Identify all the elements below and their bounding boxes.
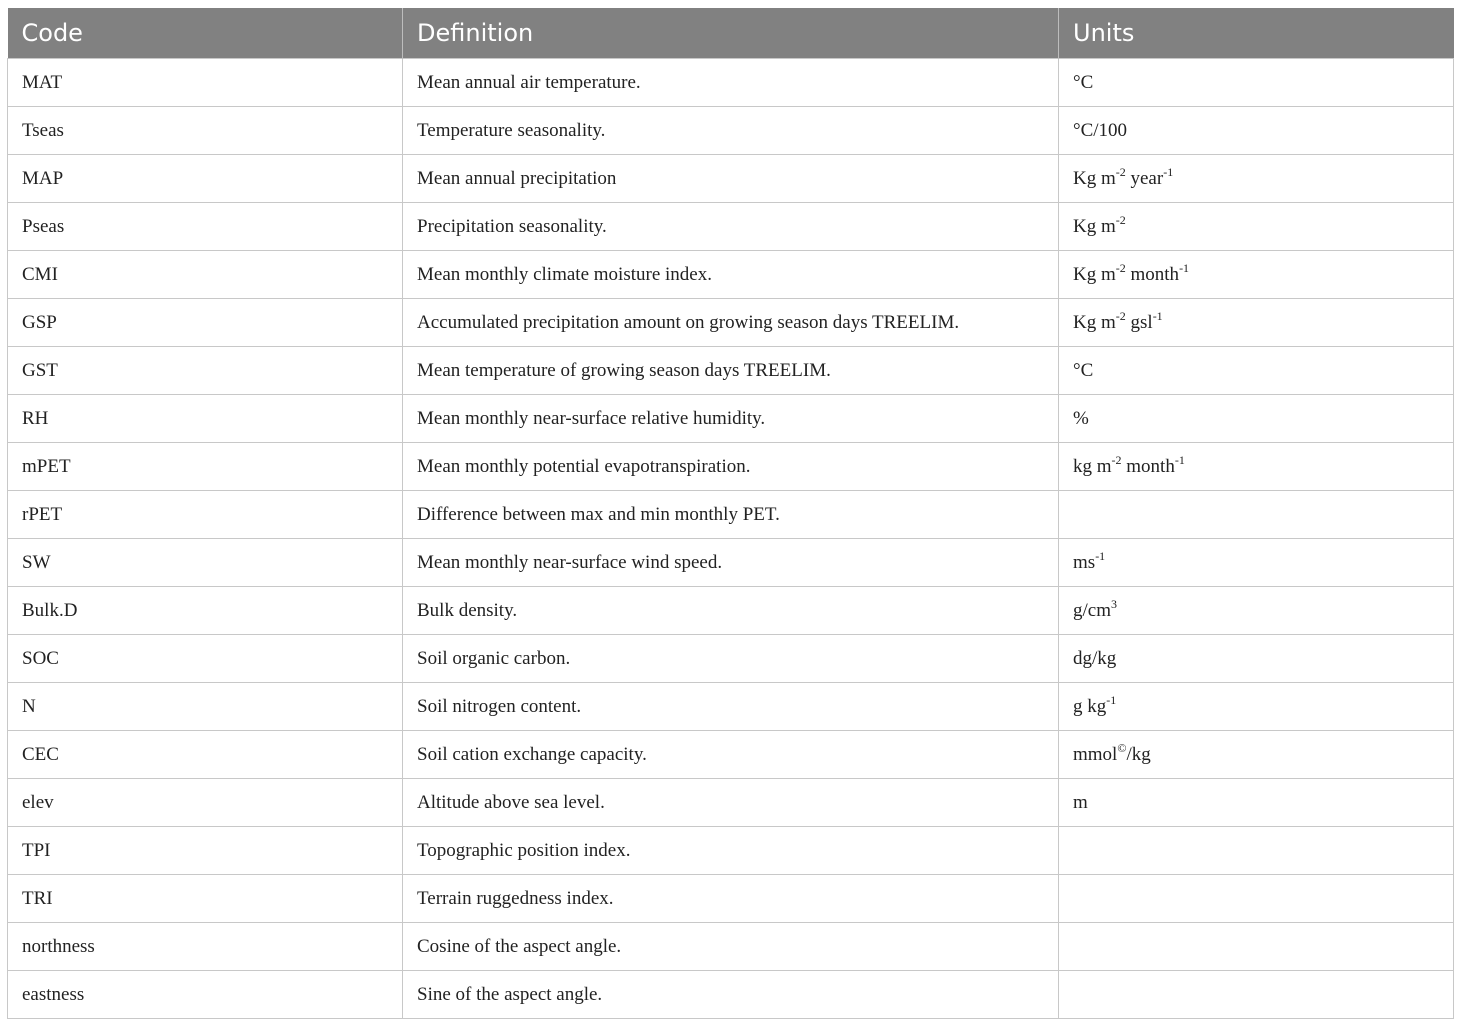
cell-definition: Soil nitrogen content. bbox=[403, 683, 1059, 731]
unit-exponent: -2 bbox=[1115, 260, 1126, 275]
cell-code: GSP bbox=[8, 299, 403, 347]
cell-units bbox=[1059, 827, 1454, 875]
table-row bbox=[8, 299, 1454, 347]
unit-exponent: -1 bbox=[1179, 260, 1190, 275]
unit-text: gsl bbox=[1125, 311, 1153, 333]
cell-definition: Mean monthly potential evapotranspiration. bbox=[403, 443, 1059, 491]
cell-code: MAP bbox=[8, 155, 403, 203]
variables-table bbox=[7, 8, 1454, 1019]
cell-units bbox=[1059, 971, 1454, 1019]
cell-definition: Mean temperature of growing season days TREELIM. bbox=[403, 347, 1059, 395]
cell-code: Tseas bbox=[8, 107, 403, 155]
unit-text: m bbox=[1073, 791, 1088, 813]
unit-text: g kg bbox=[1073, 695, 1107, 717]
unit-exponent: -2 bbox=[1115, 212, 1126, 227]
cell-code: elev bbox=[8, 779, 403, 827]
cell-units bbox=[1059, 539, 1454, 587]
cell-units bbox=[1059, 875, 1454, 923]
cell-units bbox=[1059, 779, 1454, 827]
unit-text: month bbox=[1125, 263, 1180, 285]
table-body bbox=[8, 59, 1454, 1019]
variables-table-container bbox=[7, 8, 1453, 1019]
cell-code: Bulk.D bbox=[8, 587, 403, 635]
unit-text: /kg bbox=[1126, 743, 1151, 765]
cell-code: rPET bbox=[8, 491, 403, 539]
unit-text: °C bbox=[1073, 71, 1094, 93]
cell-definition: Mean monthly near-surface wind speed. bbox=[403, 539, 1059, 587]
cell-code: SOC bbox=[8, 635, 403, 683]
table-row bbox=[8, 539, 1454, 587]
table-row bbox=[8, 971, 1454, 1019]
cell-code: mPET bbox=[8, 443, 403, 491]
unit-text: Kg m bbox=[1073, 215, 1116, 237]
cell-definition: Precipitation seasonality. bbox=[403, 203, 1059, 251]
cell-units bbox=[1059, 731, 1454, 779]
unit-exponent: -1 bbox=[1095, 548, 1106, 563]
cell-definition: Difference between max and min monthly PET. bbox=[403, 491, 1059, 539]
cell-code: N bbox=[8, 683, 403, 731]
cell-units bbox=[1059, 587, 1454, 635]
unit-text: dg/kg bbox=[1073, 647, 1117, 669]
header-code: Code bbox=[8, 8, 403, 59]
table-row bbox=[8, 59, 1454, 107]
cell-definition: Mean monthly near-surface relative humidity. bbox=[403, 395, 1059, 443]
cell-units bbox=[1059, 443, 1454, 491]
cell-definition: Cosine of the aspect angle. bbox=[403, 923, 1059, 971]
cell-units bbox=[1059, 203, 1454, 251]
table-row bbox=[8, 251, 1454, 299]
unit-text: ms bbox=[1073, 551, 1096, 573]
table-row bbox=[8, 731, 1454, 779]
cell-definition: Temperature seasonality. bbox=[403, 107, 1059, 155]
cell-code: Pseas bbox=[8, 203, 403, 251]
unit-exponent: 3 bbox=[1111, 596, 1117, 611]
table-row bbox=[8, 587, 1454, 635]
table-row bbox=[8, 779, 1454, 827]
cell-units bbox=[1059, 395, 1454, 443]
cell-code: TRI bbox=[8, 875, 403, 923]
table-row bbox=[8, 395, 1454, 443]
table-row bbox=[8, 875, 1454, 923]
unit-text: month bbox=[1121, 455, 1175, 477]
header-row bbox=[8, 8, 1454, 59]
header-definition: Definition bbox=[403, 8, 1059, 59]
unit-text: °C/100 bbox=[1073, 119, 1128, 141]
cell-units bbox=[1059, 683, 1454, 731]
table-row bbox=[8, 683, 1454, 731]
unit-text: Kg m bbox=[1073, 263, 1116, 285]
unit-exponent: -2 bbox=[1111, 452, 1122, 467]
table-row bbox=[8, 491, 1454, 539]
unit-text: % bbox=[1073, 407, 1089, 429]
unit-text: year bbox=[1125, 167, 1164, 189]
table-row bbox=[8, 827, 1454, 875]
table-row bbox=[8, 107, 1454, 155]
cell-units bbox=[1059, 155, 1454, 203]
header-units: Units bbox=[1059, 8, 1454, 59]
table-header bbox=[8, 8, 1454, 59]
cell-definition: Topographic position index. bbox=[403, 827, 1059, 875]
cell-code: TPI bbox=[8, 827, 403, 875]
cell-code: MAT bbox=[8, 59, 403, 107]
cell-definition: Altitude above sea level. bbox=[403, 779, 1059, 827]
cell-code: CEC bbox=[8, 731, 403, 779]
cell-units bbox=[1059, 299, 1454, 347]
cell-definition: Terrain ruggedness index. bbox=[403, 875, 1059, 923]
table-row bbox=[8, 443, 1454, 491]
cell-units bbox=[1059, 59, 1454, 107]
cell-definition: Accumulated precipitation amount on growing season days TREELIM. bbox=[403, 299, 1059, 347]
unit-exponent: -1 bbox=[1106, 692, 1117, 707]
cell-units bbox=[1059, 347, 1454, 395]
cell-definition: Soil cation exchange capacity. bbox=[403, 731, 1059, 779]
cell-units bbox=[1059, 491, 1454, 539]
cell-code: GST bbox=[8, 347, 403, 395]
unit-text: kg m bbox=[1073, 455, 1112, 477]
cell-definition: Mean annual precipitation bbox=[403, 155, 1059, 203]
cell-units bbox=[1059, 251, 1454, 299]
cell-definition: Mean monthly climate moisture index. bbox=[403, 251, 1059, 299]
unit-exponent: -2 bbox=[1115, 164, 1126, 179]
unit-exponent: -1 bbox=[1174, 452, 1185, 467]
cell-definition: Soil organic carbon. bbox=[403, 635, 1059, 683]
unit-text: mmol bbox=[1073, 743, 1118, 765]
unit-text: g/cm bbox=[1073, 599, 1111, 621]
cell-code: RH bbox=[8, 395, 403, 443]
table-row bbox=[8, 155, 1454, 203]
unit-exponent: -1 bbox=[1163, 164, 1174, 179]
cell-units bbox=[1059, 635, 1454, 683]
cell-definition: Bulk density. bbox=[403, 587, 1059, 635]
cell-definition: Sine of the aspect angle. bbox=[403, 971, 1059, 1019]
table-row bbox=[8, 635, 1454, 683]
unit-text: °C bbox=[1073, 359, 1094, 381]
cell-code: northness bbox=[8, 923, 403, 971]
unit-text: Kg m bbox=[1073, 311, 1116, 333]
cell-code: SW bbox=[8, 539, 403, 587]
unit-text: Kg m bbox=[1073, 167, 1116, 189]
unit-exponent: © bbox=[1117, 740, 1127, 755]
unit-exponent: -2 bbox=[1115, 308, 1126, 323]
cell-code: eastness bbox=[8, 971, 403, 1019]
cell-definition: Mean annual air temperature. bbox=[403, 59, 1059, 107]
cell-units bbox=[1059, 923, 1454, 971]
cell-code: CMI bbox=[8, 251, 403, 299]
cell-units bbox=[1059, 107, 1454, 155]
table-row bbox=[8, 347, 1454, 395]
unit-exponent: -1 bbox=[1152, 308, 1163, 323]
table-row bbox=[8, 923, 1454, 971]
table-row bbox=[8, 203, 1454, 251]
